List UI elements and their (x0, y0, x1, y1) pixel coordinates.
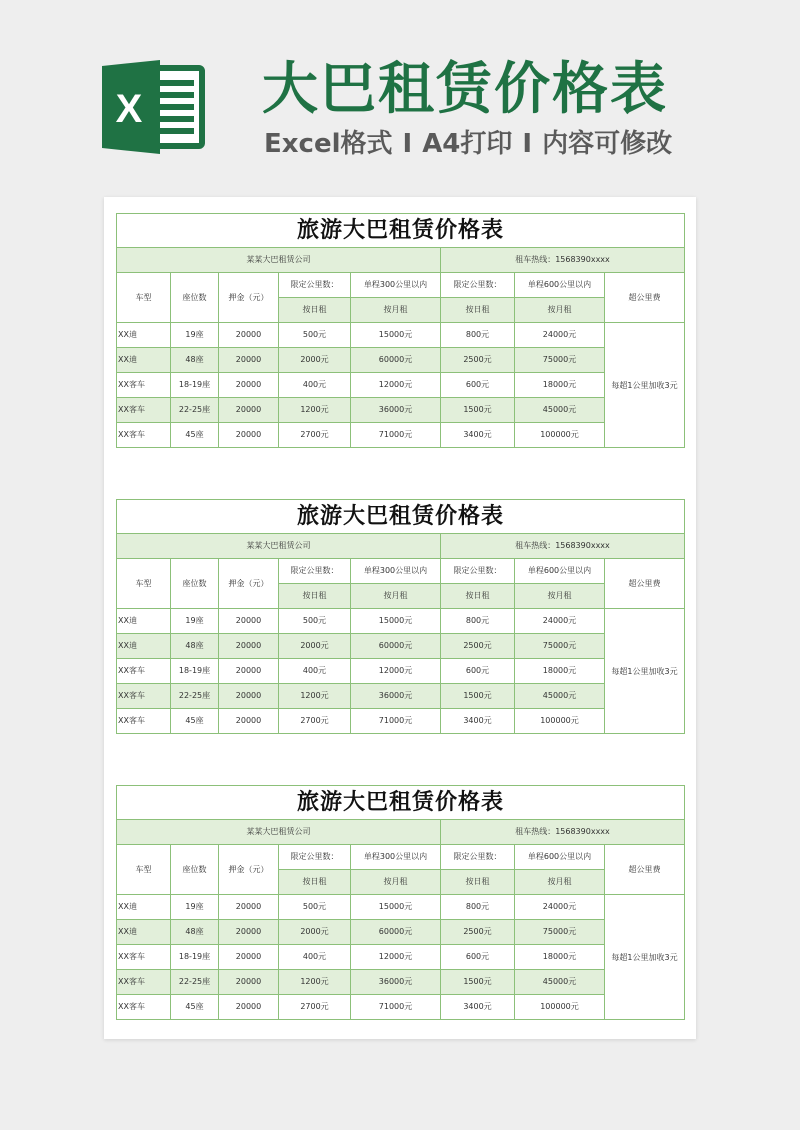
header-by-day: 按日租 (279, 298, 351, 323)
cell-seats: 19座 (171, 895, 219, 920)
cell-seats: 19座 (171, 609, 219, 634)
table-row (117, 970, 685, 995)
cell-deposit: 20000 (219, 709, 279, 734)
cell-vehicle: XX客车 (117, 995, 171, 1020)
header-extra-km: 超公里费 (605, 273, 685, 323)
cell-month-600: 75000元 (515, 920, 605, 945)
header-limit-km: 限定公里数： (441, 845, 515, 870)
header-vehicle: 车型 (117, 845, 171, 895)
cell-day-600: 600元 (441, 945, 515, 970)
cell-day-300: 2700元 (279, 423, 351, 448)
header-by-day: 按日租 (279, 584, 351, 609)
cell-month-600: 45000元 (515, 684, 605, 709)
header-seats: 座位数 (171, 273, 219, 323)
table-title: 旅游大巴租赁价格表 (117, 214, 685, 248)
cell-vehicle: XX客车 (117, 945, 171, 970)
cell-seats: 45座 (171, 423, 219, 448)
cell-day-300: 500元 (279, 609, 351, 634)
cell-month-600: 24000元 (515, 323, 605, 348)
cell-month-600: 100000元 (515, 995, 605, 1020)
cell-day-300: 2700元 (279, 995, 351, 1020)
header-seats: 座位数 (171, 559, 219, 609)
header-range-600: 单程600公里以内 (515, 559, 605, 584)
cell-seats: 48座 (171, 920, 219, 945)
header-by-month: 按月租 (351, 870, 441, 895)
header-by-month: 按月租 (515, 584, 605, 609)
cell-seats: 48座 (171, 634, 219, 659)
header-range-300: 单程300公里以内 (351, 845, 441, 870)
cell-seats: 22-25座 (171, 398, 219, 423)
cell-month-300: 36000元 (351, 970, 441, 995)
table-title: 旅游大巴租赁价格表 (117, 786, 685, 820)
cell-day-300: 2000元 (279, 634, 351, 659)
company-name: 某某大巴租赁公司 (117, 820, 441, 845)
header-deposit: 押金（元） (219, 273, 279, 323)
extra-fee: 每超1公里加收3元 (605, 609, 685, 734)
cell-month-300: 71000元 (351, 709, 441, 734)
feature-line (264, 128, 672, 160)
table-row (117, 398, 685, 423)
separator: I (522, 129, 533, 159)
cell-vehicle: XX客车 (117, 659, 171, 684)
cell-month-600: 18000元 (515, 659, 605, 684)
header-by-day: 按日租 (441, 298, 515, 323)
cell-month-600: 24000元 (515, 609, 605, 634)
cell-day-600: 800元 (441, 323, 515, 348)
feature-editable: 内容可修改 (542, 129, 673, 159)
cell-month-600: 75000元 (515, 634, 605, 659)
cell-month-600: 18000元 (515, 945, 605, 970)
header-limit-km: 限定公里数： (279, 559, 351, 584)
header-by-month: 按月租 (351, 298, 441, 323)
cell-day-300: 500元 (279, 895, 351, 920)
header-by-month: 按月租 (351, 584, 441, 609)
table-row (117, 634, 685, 659)
cell-deposit: 20000 (219, 895, 279, 920)
cell-seats: 48座 (171, 348, 219, 373)
cell-day-300: 2700元 (279, 709, 351, 734)
cell-day-600: 600元 (441, 659, 515, 684)
header-deposit: 押金（元） (219, 845, 279, 895)
table-row (117, 348, 685, 373)
cell-seats: 22-25座 (171, 970, 219, 995)
cell-month-600: 45000元 (515, 398, 605, 423)
cell-month-300: 12000元 (351, 945, 441, 970)
cell-deposit: 20000 (219, 423, 279, 448)
cell-vehicle: XX迪 (117, 609, 171, 634)
cell-seats: 22-25座 (171, 684, 219, 709)
cell-deposit: 20000 (219, 348, 279, 373)
cell-deposit: 20000 (219, 323, 279, 348)
cell-deposit: 20000 (219, 970, 279, 995)
feature-excel: Excel格式 (264, 129, 393, 159)
cell-deposit: 20000 (219, 609, 279, 634)
hotline: 租车热线：1568390xxxx (441, 248, 685, 273)
cell-vehicle: XX客车 (117, 709, 171, 734)
cell-day-600: 2500元 (441, 634, 515, 659)
cell-day-600: 800元 (441, 895, 515, 920)
cell-vehicle: XX迪 (117, 634, 171, 659)
header-limit-km: 限定公里数： (441, 559, 515, 584)
cell-day-600: 3400元 (441, 995, 515, 1020)
header-by-day: 按日租 (441, 584, 515, 609)
cell-seats: 45座 (171, 709, 219, 734)
cell-vehicle: XX客车 (117, 970, 171, 995)
cell-month-300: 36000元 (351, 684, 441, 709)
company-name: 某某大巴租赁公司 (117, 248, 441, 273)
table-row (117, 995, 685, 1020)
table-row (117, 684, 685, 709)
header-range-600: 单程600公里以内 (515, 273, 605, 298)
cell-seats: 18-19座 (171, 373, 219, 398)
cell-day-300: 400元 (279, 945, 351, 970)
price-table (116, 785, 685, 1020)
header-by-month: 按月租 (515, 870, 605, 895)
cell-deposit: 20000 (219, 373, 279, 398)
header-by-day: 按日租 (279, 870, 351, 895)
header-range-300: 单程300公里以内 (351, 559, 441, 584)
header-extra-km: 超公里费 (605, 559, 685, 609)
separator: I (402, 129, 413, 159)
cell-day-300: 1200元 (279, 398, 351, 423)
table-row (117, 709, 685, 734)
cell-day-300: 2000元 (279, 920, 351, 945)
cell-deposit: 20000 (219, 659, 279, 684)
cell-seats: 45座 (171, 995, 219, 1020)
cell-month-300: 71000元 (351, 995, 441, 1020)
cell-month-600: 75000元 (515, 348, 605, 373)
header-by-month: 按月租 (515, 298, 605, 323)
page-title: 大巴租赁价格表 (262, 57, 668, 122)
table-row (117, 920, 685, 945)
hotline: 租车热线：1568390xxxx (441, 820, 685, 845)
feature-a4: A4打印 (422, 129, 513, 159)
cell-deposit: 20000 (219, 920, 279, 945)
cell-month-300: 15000元 (351, 609, 441, 634)
table-row (117, 423, 685, 448)
cell-month-300: 36000元 (351, 398, 441, 423)
header-limit-km: 限定公里数： (279, 273, 351, 298)
hotline: 租车热线：1568390xxxx (441, 534, 685, 559)
cell-month-600: 24000元 (515, 895, 605, 920)
cell-vehicle: XX客车 (117, 423, 171, 448)
company-name: 某某大巴租赁公司 (117, 534, 441, 559)
cell-vehicle: XX客车 (117, 373, 171, 398)
header-range-600: 单程600公里以内 (515, 845, 605, 870)
cell-vehicle: XX迪 (117, 323, 171, 348)
cell-deposit: 20000 (219, 995, 279, 1020)
table-row (117, 945, 685, 970)
cell-day-300: 400元 (279, 659, 351, 684)
table-row (117, 895, 685, 920)
header-range-300: 单程300公里以内 (351, 273, 441, 298)
price-table (116, 213, 685, 448)
cell-month-300: 60000元 (351, 920, 441, 945)
cell-month-300: 71000元 (351, 423, 441, 448)
header-deposit: 押金（元） (219, 559, 279, 609)
cell-month-300: 12000元 (351, 659, 441, 684)
cell-vehicle: XX迪 (117, 895, 171, 920)
table-row (117, 609, 685, 634)
cell-vehicle: XX迪 (117, 920, 171, 945)
header-extra-km: 超公里费 (605, 845, 685, 895)
cell-day-600: 1500元 (441, 684, 515, 709)
table-row (117, 323, 685, 348)
table-row (117, 659, 685, 684)
cell-deposit: 20000 (219, 398, 279, 423)
cell-day-300: 400元 (279, 373, 351, 398)
cell-day-600: 2500元 (441, 920, 515, 945)
cell-vehicle: XX客车 (117, 684, 171, 709)
cell-day-600: 3400元 (441, 423, 515, 448)
cell-month-300: 15000元 (351, 323, 441, 348)
cell-seats: 18-19座 (171, 659, 219, 684)
cell-month-600: 100000元 (515, 709, 605, 734)
table-title: 旅游大巴租赁价格表 (117, 500, 685, 534)
cell-month-600: 100000元 (515, 423, 605, 448)
cell-day-300: 1200元 (279, 970, 351, 995)
cell-day-300: 1200元 (279, 684, 351, 709)
svg-text:X: X (115, 87, 143, 131)
cell-month-300: 60000元 (351, 348, 441, 373)
header-vehicle: 车型 (117, 273, 171, 323)
cell-day-600: 1500元 (441, 970, 515, 995)
header-limit-km: 限定公里数： (279, 845, 351, 870)
cell-month-600: 45000元 (515, 970, 605, 995)
price-table (116, 499, 685, 734)
table-row (117, 373, 685, 398)
extra-fee: 每超1公里加收3元 (605, 895, 685, 1020)
cell-month-300: 12000元 (351, 373, 441, 398)
cell-seats: 19座 (171, 323, 219, 348)
cell-vehicle: XX迪 (117, 348, 171, 373)
cell-day-600: 1500元 (441, 398, 515, 423)
header-by-day: 按日租 (441, 870, 515, 895)
cell-day-600: 2500元 (441, 348, 515, 373)
cell-deposit: 20000 (219, 945, 279, 970)
cell-day-300: 500元 (279, 323, 351, 348)
header-seats: 座位数 (171, 845, 219, 895)
cell-month-300: 15000元 (351, 895, 441, 920)
cell-month-600: 18000元 (515, 373, 605, 398)
cell-day-600: 800元 (441, 609, 515, 634)
cell-day-600: 3400元 (441, 709, 515, 734)
cell-day-600: 600元 (441, 373, 515, 398)
cell-vehicle: XX客车 (117, 398, 171, 423)
header-limit-km: 限定公里数： (441, 273, 515, 298)
cell-month-300: 60000元 (351, 634, 441, 659)
cell-deposit: 20000 (219, 634, 279, 659)
header-vehicle: 车型 (117, 559, 171, 609)
cell-seats: 18-19座 (171, 945, 219, 970)
extra-fee: 每超1公里加收3元 (605, 323, 685, 448)
cell-day-300: 2000元 (279, 348, 351, 373)
cell-deposit: 20000 (219, 684, 279, 709)
excel-icon (102, 60, 206, 154)
header (0, 0, 800, 190)
